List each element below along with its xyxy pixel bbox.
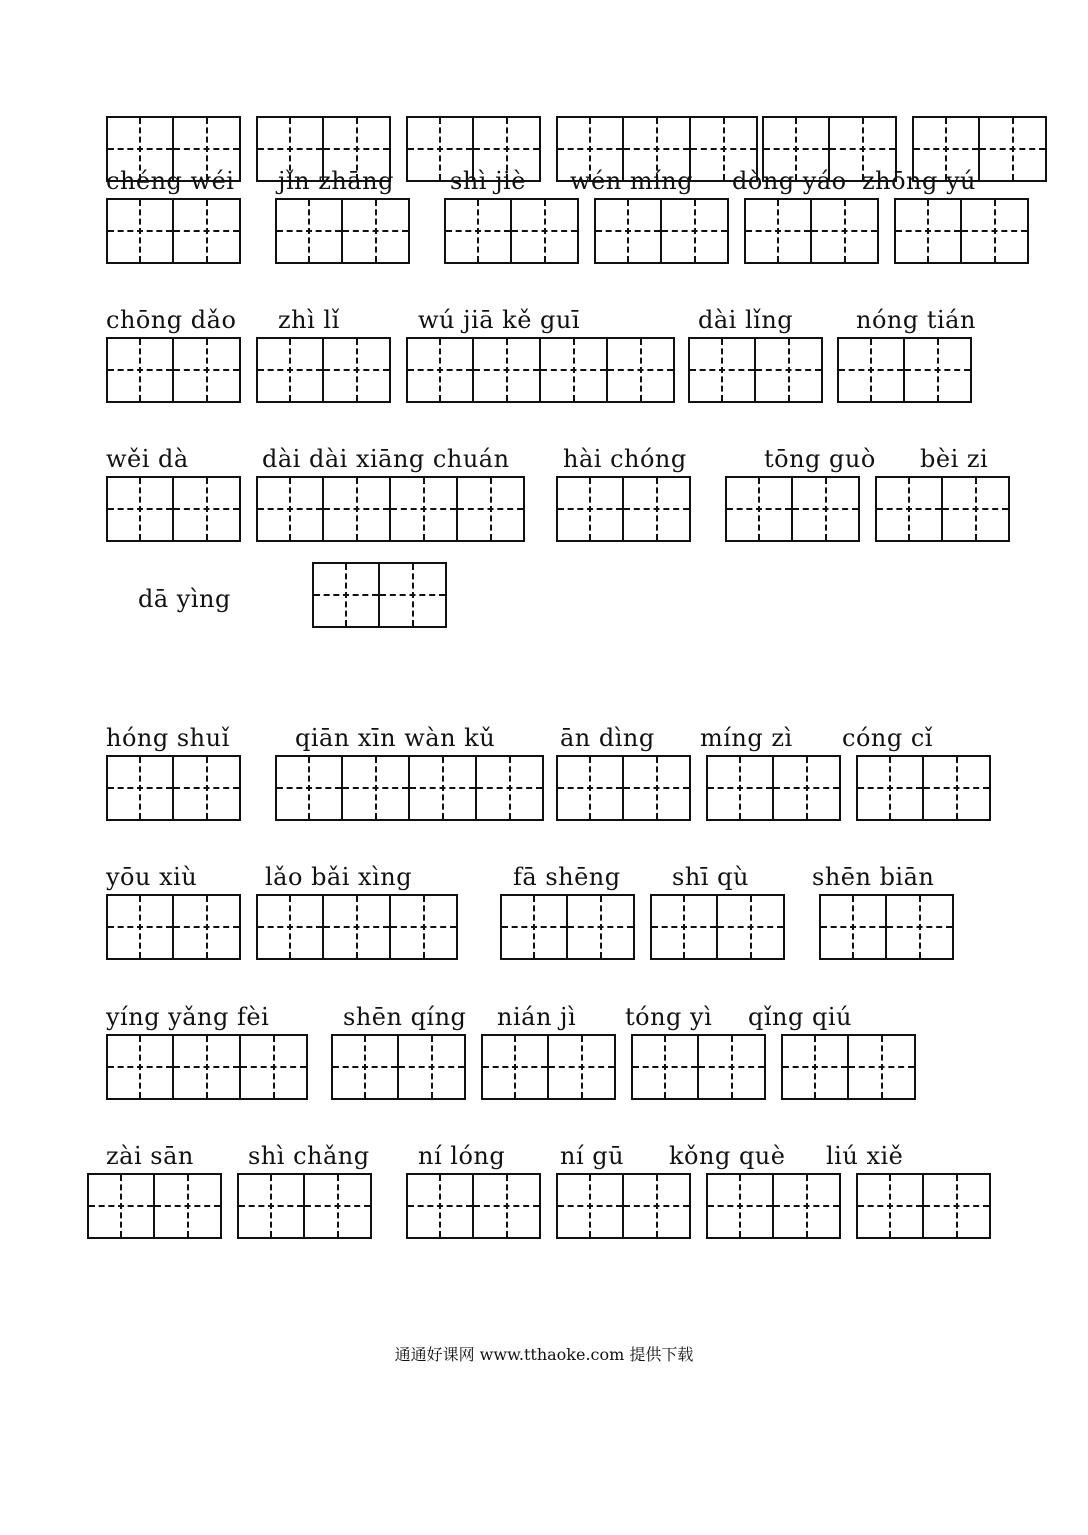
- writing-cell[interactable]: [978, 118, 1045, 180]
- writing-cell[interactable]: [258, 339, 322, 401]
- writing-cell[interactable]: [510, 200, 577, 262]
- tianzige-grid[interactable]: [275, 755, 544, 821]
- pinyin-word: wú jiā kě guī: [418, 306, 581, 334]
- writing-cell[interactable]: [877, 478, 941, 540]
- writing-cell[interactable]: [108, 200, 172, 262]
- writing-cell[interactable]: [277, 200, 341, 262]
- writing-cell[interactable]: [397, 1036, 464, 1098]
- pinyin-word: zhōng yú: [862, 167, 977, 195]
- writing-cell[interactable]: [791, 478, 858, 540]
- footer-credit: 通通好课网 www.tthaoke.com 提供下载: [394, 1345, 694, 1364]
- tianzige-grid[interactable]: [406, 337, 675, 403]
- tianzige-grid[interactable]: [481, 1034, 616, 1100]
- writing-cell[interactable]: [303, 1175, 370, 1237]
- writing-cell[interactable]: [622, 478, 689, 540]
- writing-cell[interactable]: [172, 200, 239, 262]
- writing-cell[interactable]: [258, 896, 322, 958]
- writing-cell[interactable]: [566, 896, 633, 958]
- tianzige-grid[interactable]: [744, 198, 879, 264]
- writing-cell[interactable]: [847, 1036, 914, 1098]
- writing-cell[interactable]: [389, 896, 456, 958]
- writing-cell[interactable]: [708, 1175, 772, 1237]
- writing-cell[interactable]: [941, 478, 1008, 540]
- tianzige-grid[interactable]: [912, 116, 1047, 182]
- pinyin-line: [0, 862, 1088, 892]
- writing-cell[interactable]: [172, 896, 239, 958]
- writing-cell[interactable]: [314, 564, 378, 626]
- pinyin-word: qiān xīn wàn kǔ: [295, 724, 496, 752]
- tianzige-grid[interactable]: [781, 1034, 916, 1100]
- pinyin-word: ní gū: [560, 1142, 625, 1170]
- pinyin-word: liú xiě: [826, 1142, 904, 1170]
- pinyin-word: shì jiè: [450, 167, 526, 195]
- writing-cell[interactable]: [108, 478, 172, 540]
- pinyin-word: fā shēng: [513, 863, 621, 891]
- pinyin-word: dài lǐng: [698, 306, 794, 334]
- tianzige-grid[interactable]: [688, 337, 823, 403]
- writing-cell[interactable]: [821, 896, 885, 958]
- pinyin-word: zài sān: [106, 1142, 194, 1170]
- writing-cell[interactable]: [708, 757, 772, 819]
- writing-cell[interactable]: [322, 118, 389, 180]
- writing-cell[interactable]: [810, 200, 877, 262]
- writing-cell[interactable]: [172, 118, 239, 180]
- writing-cell[interactable]: [408, 1175, 472, 1237]
- tianzige-grid[interactable]: [556, 1173, 691, 1239]
- writing-cell[interactable]: [539, 339, 606, 401]
- tianzige-grid[interactable]: [106, 894, 241, 960]
- tianzige-grid[interactable]: [106, 1034, 308, 1100]
- tianzige-grid[interactable]: [819, 894, 954, 960]
- pinyin-word: nóng tián: [856, 306, 976, 334]
- tianzige-grid[interactable]: [894, 198, 1029, 264]
- tianzige-grid[interactable]: [631, 1034, 766, 1100]
- pinyin-line: [0, 1002, 1088, 1032]
- writing-cell[interactable]: [108, 896, 172, 958]
- writing-cell[interactable]: [502, 896, 566, 958]
- writing-cell[interactable]: [172, 478, 239, 540]
- pinyin-line: [0, 584, 1088, 614]
- writing-cell[interactable]: [341, 200, 408, 262]
- writing-cell[interactable]: [558, 1175, 622, 1237]
- pinyin-word: cóng cǐ: [842, 724, 933, 752]
- tianzige-grid[interactable]: [706, 1173, 841, 1239]
- pinyin-word: dòng yáo: [732, 167, 847, 195]
- writing-cell[interactable]: [408, 757, 475, 819]
- writing-cell[interactable]: [885, 896, 952, 958]
- writing-cell[interactable]: [483, 1036, 547, 1098]
- writing-cell[interactable]: [716, 896, 783, 958]
- writing-cell[interactable]: [172, 1036, 239, 1098]
- writing-cell[interactable]: [472, 118, 539, 180]
- writing-cell[interactable]: [622, 118, 689, 180]
- writing-cell[interactable]: [322, 478, 389, 540]
- tianzige-grid[interactable]: [725, 476, 860, 542]
- writing-cell[interactable]: [783, 1036, 847, 1098]
- writing-cell[interactable]: [322, 339, 389, 401]
- writing-cell[interactable]: [153, 1175, 220, 1237]
- writing-cell[interactable]: [172, 339, 239, 401]
- tianzige-grid[interactable]: [500, 894, 635, 960]
- tianzige-grid[interactable]: [106, 198, 241, 264]
- writing-cell[interactable]: [258, 118, 322, 180]
- writing-cell[interactable]: [746, 200, 810, 262]
- writing-cell[interactable]: [903, 339, 970, 401]
- tianzige-grid[interactable]: [875, 476, 1010, 542]
- tianzige-grid[interactable]: [406, 116, 541, 182]
- tianzige-grid[interactable]: [312, 562, 447, 628]
- writing-cell[interactable]: [633, 1036, 697, 1098]
- pinyin-word: qǐng qiú: [748, 1003, 852, 1031]
- pinyin-word: nián jì: [497, 1003, 577, 1031]
- tianzige-grid[interactable]: [275, 198, 410, 264]
- writing-cell[interactable]: [108, 757, 172, 819]
- pinyin-word: shēn biān: [812, 863, 935, 891]
- writing-cell[interactable]: [172, 757, 239, 819]
- writing-cell[interactable]: [652, 896, 716, 958]
- writing-cell[interactable]: [922, 757, 989, 819]
- tianzige-grid[interactable]: [256, 337, 391, 403]
- pinyin-word: yōu xiù: [106, 863, 198, 891]
- pinyin-word: kǒng què: [669, 1142, 786, 1170]
- tianzige-grid[interactable]: [106, 476, 241, 542]
- writing-cell[interactable]: [839, 339, 903, 401]
- writing-cell[interactable]: [333, 1036, 397, 1098]
- pinyin-word: shī qù: [672, 863, 749, 891]
- pinyin-word: tóng yì: [625, 1003, 713, 1031]
- tianzige-grid[interactable]: [106, 116, 241, 182]
- pinyin-line: [0, 723, 1088, 753]
- tianzige-grid[interactable]: [556, 476, 691, 542]
- pinyin-word: jǐn zhāng: [278, 167, 394, 195]
- writing-cell[interactable]: [858, 757, 922, 819]
- writing-cell[interactable]: [858, 1175, 922, 1237]
- pinyin-word: lǎo bǎi xìng: [265, 863, 413, 891]
- pinyin-word: hài chóng: [563, 445, 687, 473]
- writing-cell[interactable]: [606, 339, 673, 401]
- pinyin-word: míng zì: [700, 724, 793, 752]
- tianzige-grid[interactable]: [837, 337, 972, 403]
- tianzige-grid[interactable]: [256, 894, 458, 960]
- writing-cell[interactable]: [446, 200, 510, 262]
- writing-cell[interactable]: [239, 1036, 306, 1098]
- writing-cell[interactable]: [472, 1175, 539, 1237]
- writing-cell[interactable]: [341, 757, 408, 819]
- tianzige-grid[interactable]: [594, 198, 729, 264]
- pinyin-word: ān dìng: [560, 724, 655, 752]
- writing-cell[interactable]: [239, 1175, 303, 1237]
- pinyin-line: [0, 305, 1088, 335]
- pinyin-word: wěi dà: [106, 445, 189, 473]
- writing-cell[interactable]: [258, 478, 322, 540]
- tianzige-grid[interactable]: [106, 337, 241, 403]
- writing-cell[interactable]: [772, 1175, 839, 1237]
- tianzige-grid[interactable]: [331, 1034, 466, 1100]
- writing-cell[interactable]: [914, 118, 978, 180]
- writing-cell[interactable]: [277, 757, 341, 819]
- pinyin-word: chéng wéi: [106, 167, 235, 195]
- pinyin-word: dài dài xiāng chuán: [262, 445, 510, 473]
- writing-cell[interactable]: [689, 118, 756, 180]
- pinyin-word: hóng shuǐ: [106, 724, 230, 752]
- writing-cell[interactable]: [622, 1175, 689, 1237]
- writing-cell[interactable]: [727, 478, 791, 540]
- pinyin-word: wén míng: [570, 167, 694, 195]
- writing-cell[interactable]: [558, 757, 622, 819]
- tianzige-grid[interactable]: [650, 894, 785, 960]
- pinyin-word: zhì lǐ: [278, 306, 340, 334]
- writing-cell[interactable]: [697, 1036, 764, 1098]
- tianzige-grid[interactable]: [556, 755, 691, 821]
- writing-cell[interactable]: [389, 478, 456, 540]
- pinyin-word: yíng yǎng fèi: [106, 1003, 270, 1031]
- writing-cell[interactable]: [690, 339, 754, 401]
- writing-cell[interactable]: [754, 339, 821, 401]
- writing-cell[interactable]: [108, 118, 172, 180]
- writing-cell[interactable]: [828, 118, 895, 180]
- pinyin-word: dā yìng: [138, 585, 231, 613]
- tianzige-grid[interactable]: [256, 116, 391, 182]
- pinyin-word: shēn qíng: [343, 1003, 467, 1031]
- pinyin-word: bèi zi: [920, 445, 989, 473]
- writing-cell[interactable]: [596, 200, 660, 262]
- tianzige-grid[interactable]: [706, 755, 841, 821]
- writing-cell[interactable]: [456, 478, 523, 540]
- writing-cell[interactable]: [547, 1036, 614, 1098]
- writing-cell[interactable]: [896, 200, 960, 262]
- pinyin-word: shì chǎng: [248, 1142, 370, 1170]
- pinyin-line: [0, 444, 1088, 474]
- writing-cell[interactable]: [772, 757, 839, 819]
- writing-cell[interactable]: [472, 339, 539, 401]
- writing-cell[interactable]: [108, 339, 172, 401]
- writing-cell[interactable]: [108, 1036, 172, 1098]
- pinyin-line: [0, 1141, 1088, 1171]
- writing-cell[interactable]: [558, 118, 622, 180]
- tianzige-grid[interactable]: [856, 755, 991, 821]
- tianzige-grid[interactable]: [237, 1173, 372, 1239]
- writing-cell[interactable]: [408, 118, 472, 180]
- pinyin-word: chōng dǎo: [106, 306, 237, 334]
- tianzige-grid[interactable]: [87, 1173, 222, 1239]
- writing-cell[interactable]: [408, 339, 472, 401]
- writing-cell[interactable]: [378, 564, 445, 626]
- tianzige-grid[interactable]: [556, 116, 758, 182]
- writing-cell[interactable]: [960, 200, 1027, 262]
- writing-cell[interactable]: [622, 757, 689, 819]
- pinyin-word: ní lóng: [418, 1142, 506, 1170]
- writing-cell[interactable]: [922, 1175, 989, 1237]
- writing-cell[interactable]: [764, 118, 828, 180]
- tianzige-grid[interactable]: [444, 198, 579, 264]
- writing-cell[interactable]: [475, 757, 542, 819]
- writing-cell[interactable]: [322, 896, 389, 958]
- tianzige-grid[interactable]: [406, 1173, 541, 1239]
- tianzige-grid[interactable]: [256, 476, 525, 542]
- tianzige-grid[interactable]: [856, 1173, 991, 1239]
- writing-cell[interactable]: [89, 1175, 153, 1237]
- writing-cell[interactable]: [558, 478, 622, 540]
- tianzige-grid[interactable]: [762, 116, 897, 182]
- tianzige-grid[interactable]: [106, 755, 241, 821]
- writing-cell[interactable]: [660, 200, 727, 262]
- pinyin-word: tōng guò: [764, 445, 876, 473]
